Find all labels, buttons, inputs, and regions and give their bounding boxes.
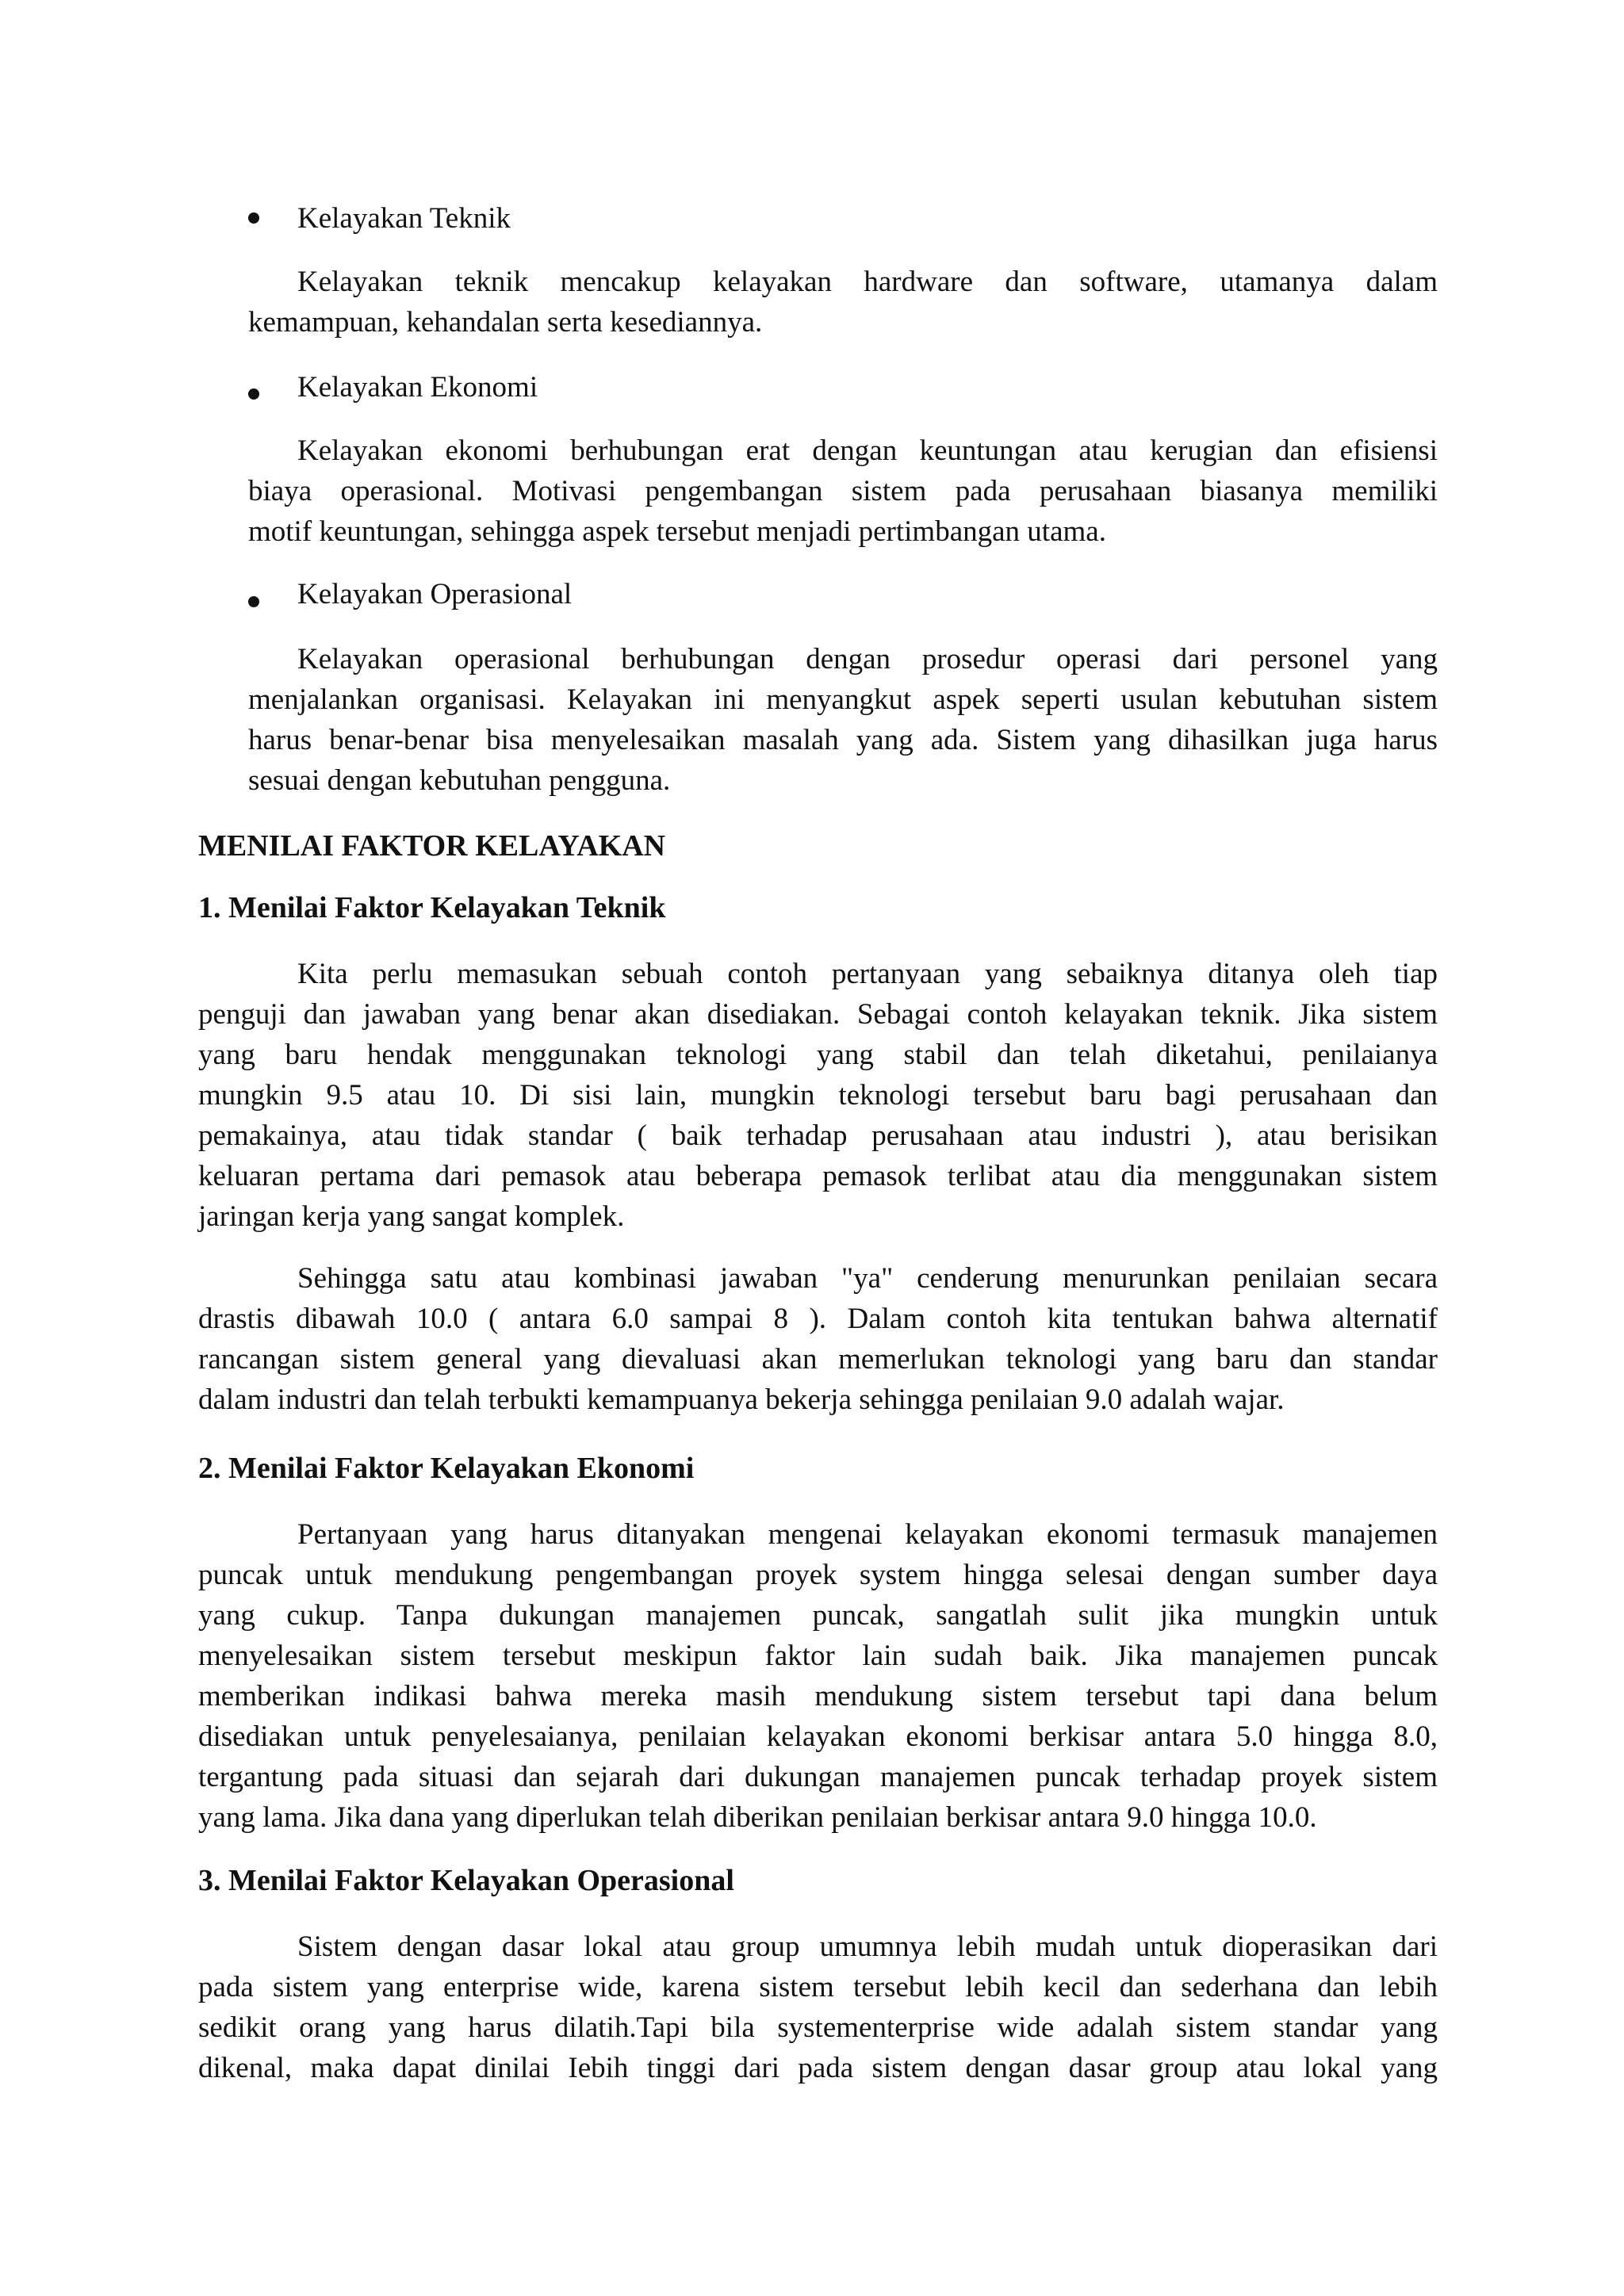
text-line: Sehingga satu atau kombinasi jawaban "ya" cenderung menurunkan penilaian secara <box>297 1262 1438 1295</box>
text-line: yang baru hendak menggunakan teknologi yang stabil dan telah diketahui, penilaianya <box>198 1039 1438 1071</box>
text-line: motif keuntungan, sehingga aspek tersebut menjadi pertimbangan utama. <box>248 515 1106 548</box>
text-line: menyelesaikan sistem tersebut meskipun faktor lain sudah baik. Jika manajemen puncak <box>198 1640 1438 1672</box>
text-line: mungkin 9.5 atau 10. Di sisi lain, mungkin teknologi tersebut baru bagi perusahaan dan <box>198 1079 1438 1112</box>
text-line: puncak untuk mendukung pengembangan proyek system hingga selesai dengan sumber daya <box>198 1559 1438 1591</box>
paragraph-teknik-1 <box>198 954 1438 1237</box>
section-heading-teknik: 1. Menilai Faktor Kelayakan Teknik <box>198 891 666 924</box>
text-line: dalam industri dan telah terbukti kemampuanya bekerja sehingga penilaian 9.0 adalah wajar. <box>198 1383 1285 1416</box>
bullet-dot <box>248 388 259 400</box>
text-line: drastis dibawah 10.0 ( antara 6.0 sampai 8 ). Dalam contoh kita tentukan bahwa alternatif <box>198 1303 1438 1335</box>
text-line: jaringan kerja yang sangat komplek. <box>198 1200 625 1233</box>
paragraph-operasional <box>248 639 1438 801</box>
text-line: sesuai dengan kebutuhan pengguna. <box>248 764 671 797</box>
text-line: dikenal, maka dapat dinilai Iebih tinggi dari pada sistem dengan dasar group atau lokal yang <box>198 2052 1438 2084</box>
bullet-kelayakan-ekonomi: Kelayakan Ekonomi <box>297 371 538 404</box>
bullet-dot <box>248 596 259 607</box>
text-line: penguji dan jawaban yang benar akan disediakan. Sebagai contoh kelayakan teknik. Jika sistem <box>198 998 1438 1031</box>
text-line: rancangan sistem general yang dievaluasi akan memerlukan teknologi yang baru dan standar <box>198 1343 1438 1376</box>
text-line: harus benar-benar bisa menyelesaikan masalah yang ada. Sistem yang dihasilkan juga harus <box>248 724 1438 756</box>
bullet-kelayakan-teknik: Kelayakan Teknik <box>297 202 511 235</box>
paragraph-ekonomi <box>248 430 1438 552</box>
text-line: pada sistem yang enterprise wide, karena sistem tersebut lebih kecil dan sederhana dan lebih <box>198 1971 1438 2003</box>
text-line: yang lama. Jika dana yang diperlukan telah diberikan penilaian berkisar antara 9.0 hingga 10.0. <box>198 1801 1317 1834</box>
text-line: yang cukup. Tanpa dukungan manajemen puncak, sangatlah sulit jika mungkin untuk <box>198 1599 1438 1632</box>
paragraph-teknik-2 <box>198 1258 1438 1420</box>
text-line: Kelayakan ekonomi berhubungan erat dengan keuntungan atau kerugian dan efisiensi <box>297 434 1438 467</box>
text-line: Sistem dengan dasar lokal atau group umumnya lebih mudah untuk dioperasikan dari <box>297 1931 1438 1963</box>
bullet-kelayakan-operasional: Kelayakan Operasional <box>297 578 573 610</box>
text-line: sedikit orang yang harus dilatih.Tapi bila systementerprise wide adalah sistem standar yang <box>198 2011 1438 2044</box>
paragraph-operasional-1 <box>198 1927 1438 2088</box>
text-line: disediakan untuk penyelesaianya, penilaian kelayakan ekonomi berkisar antara 5.0 hingga 8.0, <box>198 1720 1438 1753</box>
paragraph-teknik <box>248 262 1438 342</box>
text-line: tergantung pada situasi dan sejarah dari dukungan manajemen puncak terhadap proyek sistem <box>198 1761 1438 1793</box>
main-heading: MENILAI FAKTOR KELAYAKAN <box>198 829 666 863</box>
text-line: Kelayakan teknik mencakup kelayakan hardware dan software, utamanya dalam <box>297 266 1438 298</box>
text-line: menjalankan organisasi. Kelayakan ini menyangkut aspek seperti usulan kebutuhan sistem <box>248 683 1438 716</box>
text-line: Kelayakan operasional berhubungan dengan prosedur operasi dari personel yang <box>297 643 1438 675</box>
section-heading-ekonomi: 2. Menilai Faktor Kelayakan Ekonomi <box>198 1452 695 1485</box>
text-line: Pertanyaan yang harus ditanyakan mengenai kelayakan ekonomi termasuk manajemen <box>297 1518 1438 1551</box>
section-heading-operasional: 3. Menilai Faktor Kelayakan Operasional <box>198 1864 734 1897</box>
text-line: kemampuan, kehandalan serta kesediannya. <box>248 306 763 339</box>
text-line: biaya operasional. Motivasi pengembangan sistem pada perusahaan biasanya memiliki <box>248 475 1438 507</box>
paragraph-ekonomi-1 <box>198 1514 1438 1838</box>
text-line: Kita perlu memasukan sebuah contoh pertanyaan yang sebaiknya ditanya oleh tiap <box>297 958 1438 990</box>
bullet-dot <box>248 212 259 224</box>
text-line: pemakainya, atau tidak standar ( baik terhadap perusahaan atau industri ), atau berisikan <box>198 1119 1438 1152</box>
text-line: keluaran pertama dari pemasok atau beberapa pemasok terlibat atau dia menggunakan sistem <box>198 1160 1438 1192</box>
text-line: memberikan indikasi bahwa mereka masih mendukung sistem tersebut tapi dana belum <box>198 1680 1438 1712</box>
